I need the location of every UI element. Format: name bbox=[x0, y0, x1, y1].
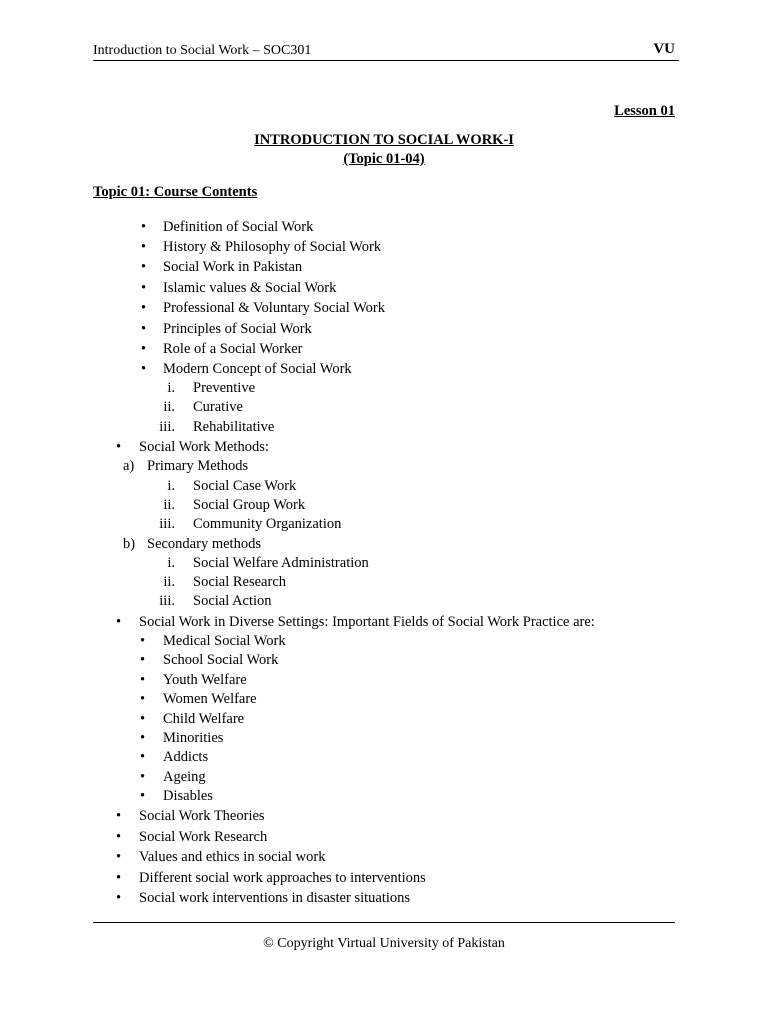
list-item: Social Welfare Administration bbox=[193, 555, 369, 571]
list-item: Social Action bbox=[193, 593, 272, 609]
list-item: Rehabilitative bbox=[193, 419, 275, 435]
list-item: Values and ethics in social work bbox=[139, 849, 326, 865]
bullet-marker: • bbox=[140, 788, 146, 804]
page-title: INTRODUCTION TO SOCIAL WORK-I bbox=[254, 132, 514, 148]
bullet-marker: • bbox=[116, 890, 122, 906]
bullet-marker: • bbox=[116, 439, 122, 455]
bullet-marker: • bbox=[140, 711, 146, 727]
roman-numeral: iii. bbox=[159, 516, 175, 532]
bullet-marker: • bbox=[141, 321, 147, 337]
list-item: History & Philosophy of Social Work bbox=[163, 239, 382, 255]
list-item: Curative bbox=[193, 399, 243, 415]
list-item: Minorities bbox=[163, 730, 224, 746]
list-item: Community Organization bbox=[193, 516, 342, 532]
roman-numeral: ii. bbox=[163, 399, 175, 415]
roman-numeral: i. bbox=[167, 555, 175, 571]
list-item: Social Work in Diverse Settings: Important Fields of Social Work Practice are: bbox=[139, 614, 595, 630]
roman-numeral: iii. bbox=[159, 593, 175, 609]
bullet-marker: • bbox=[140, 749, 146, 765]
bullet-marker: • bbox=[140, 769, 146, 785]
footer-copyright: © Copyright Virtual University of Pakistan bbox=[263, 936, 505, 951]
list-marker: a) bbox=[123, 458, 135, 474]
bullet-marker: • bbox=[116, 614, 122, 630]
list-item: Different social work approaches to interventions bbox=[139, 870, 426, 886]
list-item: Social Case Work bbox=[193, 478, 297, 494]
roman-numeral: ii. bbox=[163, 497, 175, 513]
bullet-marker: • bbox=[141, 280, 147, 296]
list-item: School Social Work bbox=[163, 652, 279, 668]
bullet-marker: • bbox=[140, 691, 146, 707]
footer-divider bbox=[93, 922, 675, 923]
list-item: Social Work in Pakistan bbox=[163, 259, 303, 275]
bullet-marker: • bbox=[140, 652, 146, 668]
roman-numeral: ii. bbox=[163, 574, 175, 590]
bullet-marker: • bbox=[141, 361, 147, 377]
list-item: Disables bbox=[163, 788, 213, 804]
list-item: Social Research bbox=[193, 574, 287, 590]
page-subtitle: (Topic 01-04) bbox=[343, 151, 425, 167]
bullet-marker: • bbox=[141, 219, 147, 235]
bullet-marker: • bbox=[116, 808, 122, 824]
list-item: Professional & Voluntary Social Work bbox=[163, 300, 385, 316]
list-item: Secondary methods bbox=[147, 536, 261, 552]
bullet-marker: • bbox=[140, 730, 146, 746]
list-item: Ageing bbox=[163, 769, 206, 785]
bullet-marker: • bbox=[141, 341, 147, 357]
bullet-marker: • bbox=[116, 829, 122, 845]
bullet-marker: • bbox=[140, 633, 146, 649]
list-marker: b) bbox=[123, 536, 136, 552]
list-item: Youth Welfare bbox=[163, 672, 247, 688]
list-item: Modern Concept of Social Work bbox=[163, 361, 352, 377]
bullet-marker: • bbox=[116, 870, 122, 886]
header-course-title: Introduction to Social Work – SOC301 bbox=[93, 43, 312, 58]
bullet-marker: • bbox=[140, 672, 146, 688]
topic-heading: Topic 01: Course Contents bbox=[93, 184, 258, 200]
lesson-number: Lesson 01 bbox=[614, 103, 675, 119]
list-item: Social Work Theories bbox=[139, 808, 265, 824]
header-vu-label: VU bbox=[653, 41, 675, 57]
list-item: Medical Social Work bbox=[163, 633, 286, 649]
roman-numeral: i. bbox=[167, 380, 175, 396]
list-item: Social Work Research bbox=[139, 829, 268, 845]
list-item: Role of a Social Worker bbox=[163, 341, 303, 357]
bullet-marker: • bbox=[141, 259, 147, 275]
list-item: Definition of Social Work bbox=[163, 219, 314, 235]
list-item: Child Welfare bbox=[163, 711, 245, 727]
header-divider bbox=[93, 60, 679, 61]
bullet-marker: • bbox=[141, 239, 147, 255]
list-item: Preventive bbox=[193, 380, 256, 396]
list-item: Social work interventions in disaster situations bbox=[139, 890, 411, 906]
roman-numeral: i. bbox=[167, 478, 175, 494]
list-item: Primary Methods bbox=[147, 458, 249, 474]
list-item: Social Group Work bbox=[193, 497, 306, 513]
roman-numeral: iii. bbox=[159, 419, 175, 435]
list-item: Islamic values & Social Work bbox=[163, 280, 337, 296]
list-item: Principles of Social Work bbox=[163, 321, 312, 337]
bullet-marker: • bbox=[141, 300, 147, 316]
list-item: Addicts bbox=[163, 749, 209, 765]
list-item: Social Work Methods: bbox=[139, 439, 269, 455]
bullet-marker: • bbox=[116, 849, 122, 865]
list-item: Women Welfare bbox=[163, 691, 257, 707]
